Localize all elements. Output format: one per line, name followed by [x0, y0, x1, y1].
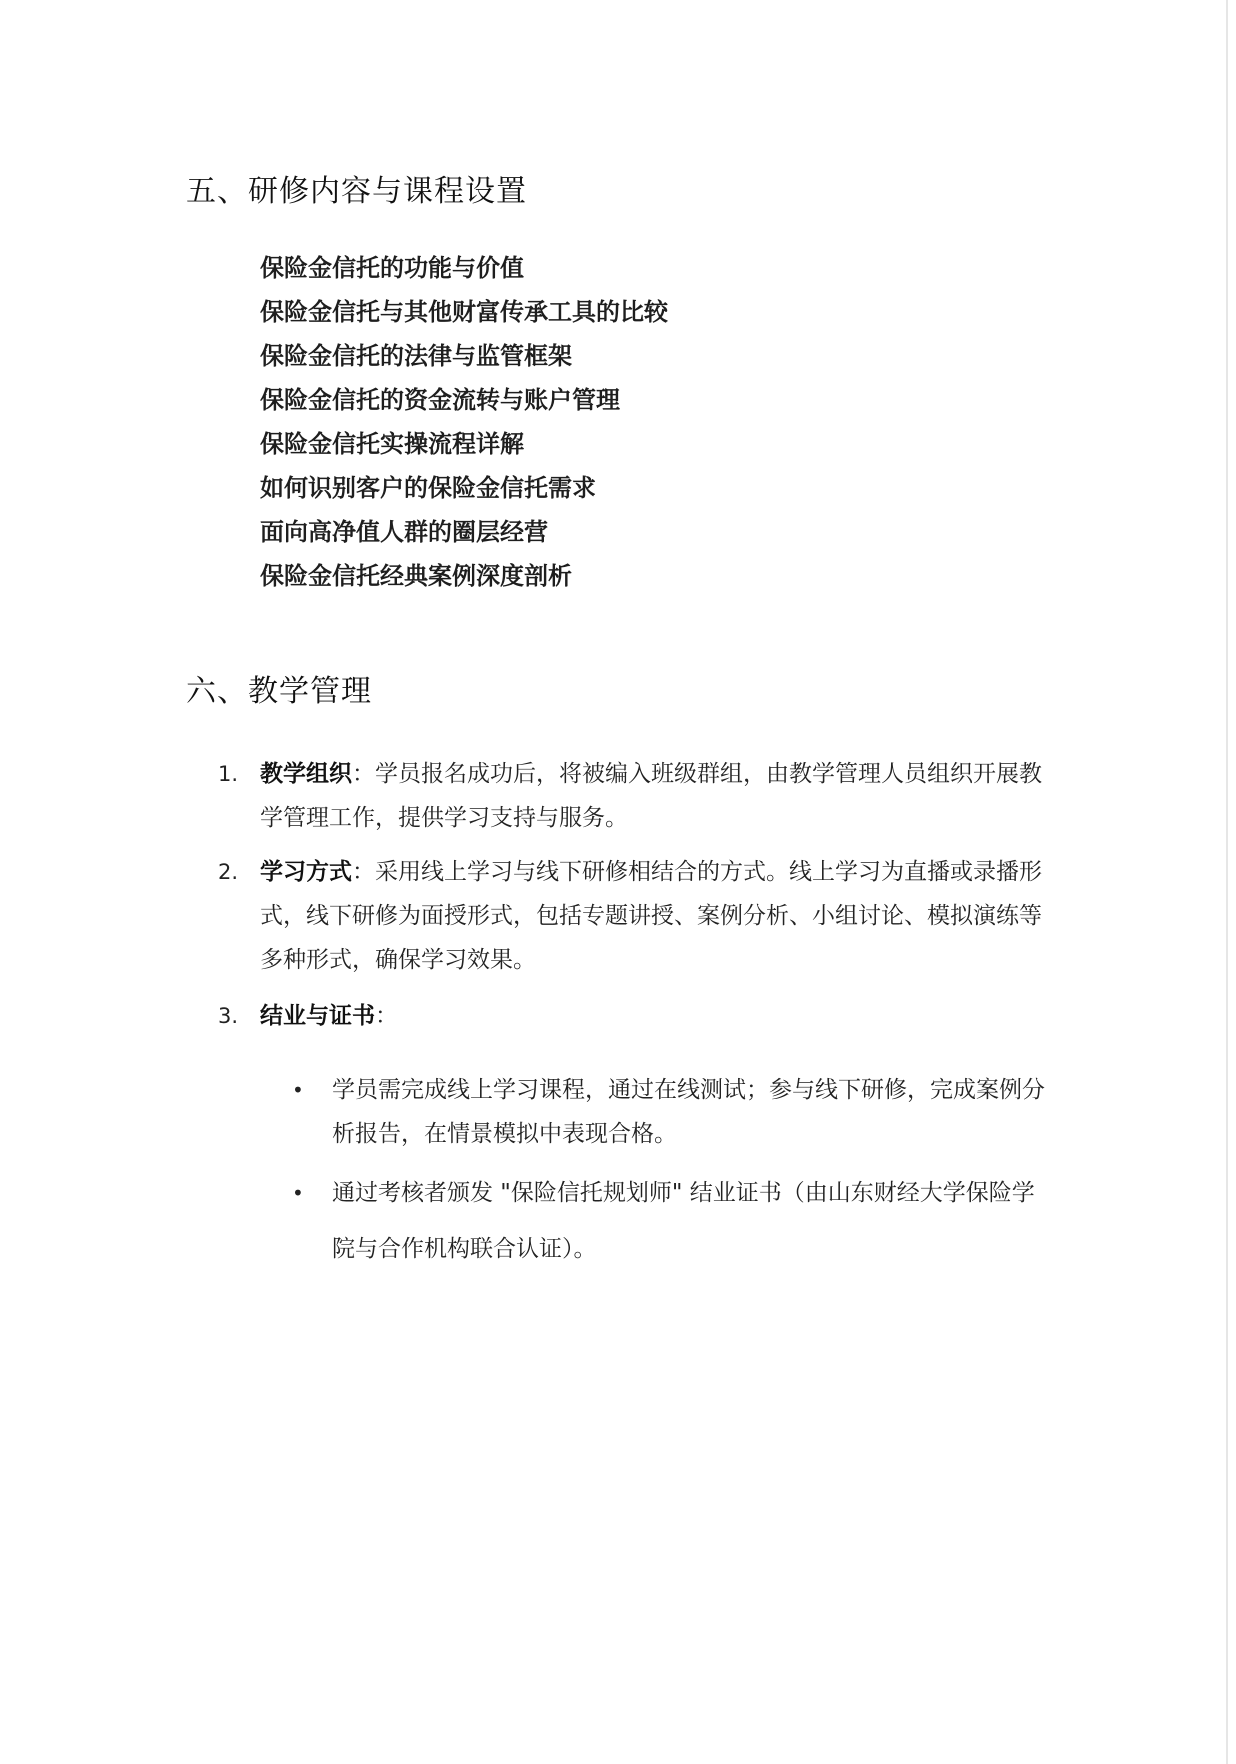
bullet-dot-icon: •	[292, 1078, 304, 1102]
page-edge	[1226, 0, 1228, 1764]
course-item: 保险金信托实操流程详解	[260, 430, 524, 458]
item-text: ：	[375, 1003, 398, 1029]
bullet-item-certificate	[292, 1165, 1052, 1277]
item-number: 1.	[218, 762, 239, 786]
course-item: 保险金信托经典案例深度剖析	[260, 562, 572, 590]
bullet-text: 学员需完成线上学习课程，通过在线测试；参与线下研修，完成案例分析报告，在情景模拟中表现合格。	[332, 1077, 1045, 1147]
item-term-plain: 结业与证书	[260, 1003, 375, 1029]
section-heading-course-content: 五、研修内容与课程设置	[186, 174, 527, 209]
item-term: 学习方式	[260, 859, 352, 885]
item-number: 3.	[218, 1004, 239, 1028]
item-body	[260, 994, 1058, 1038]
bullet-dot-icon: •	[292, 1181, 304, 1205]
item-number: 2.	[218, 860, 239, 884]
bullet-text: 通过考核者颁发 "保险信托规划师" 结业证书（由山东财经大学保险学院与合作机构联合认证）。	[332, 1180, 1035, 1262]
course-item: 保险金信托的法律与监管框架	[260, 342, 572, 370]
course-item: 面向高净值人群的圈层经营	[260, 518, 548, 546]
item-text: ：采用线上学习与线下研修相结合的方式。线上学习为直播或录播形式，线下研修为面授形式，包括专题讲授、案例分析、小组讨论、模拟演练等多种形式，确保学习效果。	[260, 859, 1042, 973]
bullet-item-requirements	[292, 1068, 1052, 1156]
course-list	[260, 246, 668, 598]
numbered-item-completion-certificate	[218, 994, 1058, 1038]
course-item: 如何识别客户的保险金信托需求	[260, 474, 596, 502]
item-body	[260, 850, 1058, 982]
course-item: 保险金信托的资金流转与账户管理	[260, 386, 620, 414]
course-item: 保险金信托的功能与价值	[260, 254, 524, 282]
item-text: ：学员报名成功后，将被编入班级群组，由教学管理人员组织开展教学管理工作，提供学习支持与服务。	[260, 761, 1042, 831]
item-body	[260, 752, 1058, 840]
course-item: 保险金信托与其他财富传承工具的比较	[260, 298, 668, 326]
numbered-item-learning-mode	[218, 850, 1058, 982]
numbered-item-teaching-organization	[218, 752, 1058, 840]
section-heading-teaching-management: 六、教学管理	[186, 674, 372, 709]
item-term: 教学组织	[260, 761, 352, 787]
